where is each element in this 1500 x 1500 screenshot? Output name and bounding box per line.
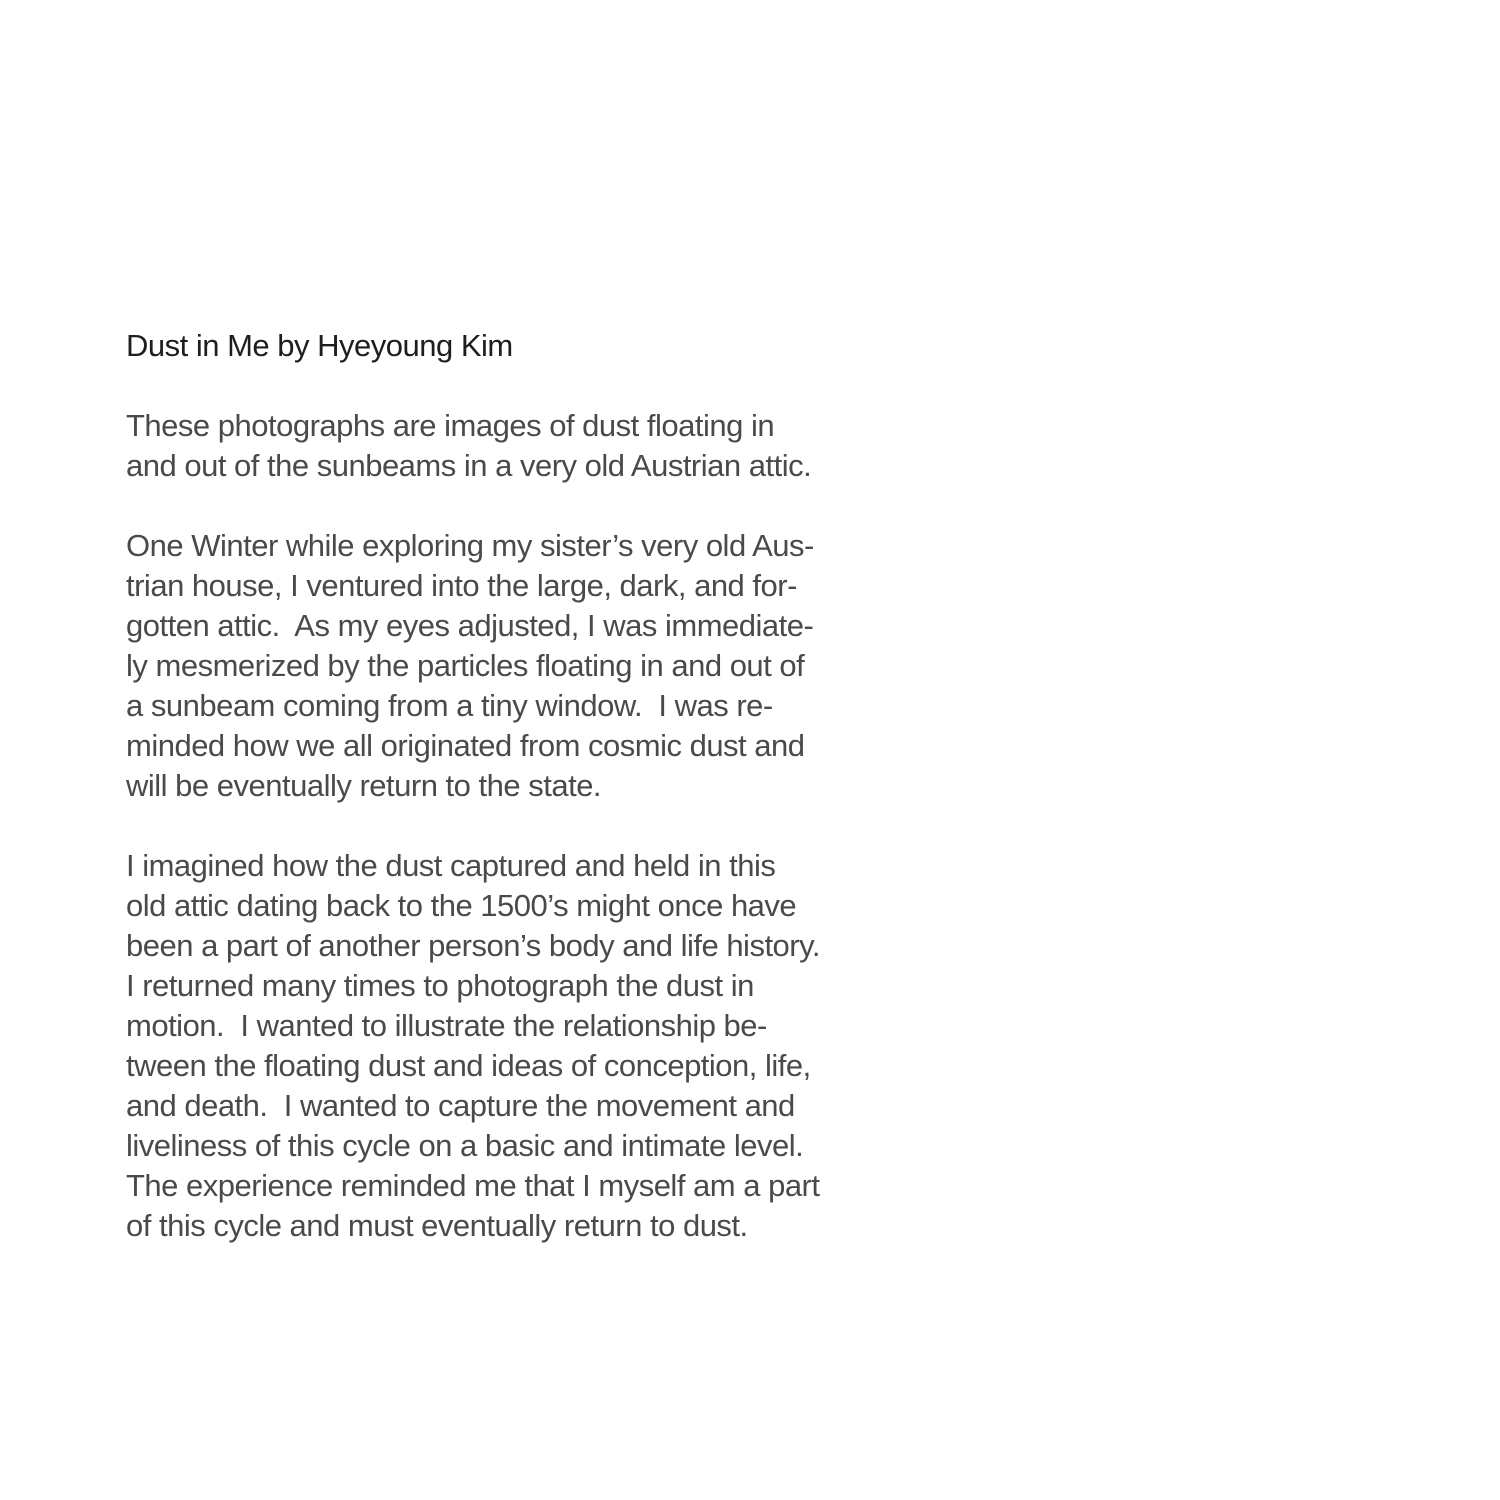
paragraph-line: of this cycle and must eventually return to dust. bbox=[126, 1208, 748, 1243]
document-title: Dust in Me by Hyeyoung Kim bbox=[126, 328, 513, 363]
paragraph-line: One Winter while exploring my sister’s very old Aus- bbox=[126, 528, 814, 563]
text-block bbox=[126, 326, 926, 1246]
paragraph-line: liveliness of this cycle on a basic and intimate level. bbox=[126, 1128, 804, 1163]
paragraph-line: tween the floating dust and ideas of conception, life, bbox=[126, 1048, 811, 1083]
paragraph-line: These photographs are images of dust floating in bbox=[126, 408, 775, 443]
paragraph-line: and out of the sunbeams in a very old Austrian attic. bbox=[126, 448, 812, 483]
paragraph-line: I imagined how the dust captured and held in this bbox=[126, 848, 776, 883]
paragraph-line: and death. I wanted to capture the movement and bbox=[126, 1088, 795, 1123]
paragraph-story bbox=[126, 526, 926, 806]
paragraph-line: minded how we all originated from cosmic dust and bbox=[126, 728, 805, 763]
paragraph-line: ly mesmerized by the particles floating in and out of bbox=[126, 648, 805, 683]
paragraph-line: I returned many times to photograph the dust in bbox=[126, 968, 754, 1003]
paragraph-line: gotten attic. As my eyes adjusted, I was immediate- bbox=[126, 608, 814, 643]
paragraph-line: been a part of another person’s body and life history. bbox=[126, 928, 820, 963]
paragraph-line: will be eventually return to the state. bbox=[126, 768, 602, 803]
paragraph-line: motion. I wanted to illustrate the relationship be- bbox=[126, 1008, 767, 1043]
paragraph-intro bbox=[126, 406, 926, 486]
paragraph-line: a sunbeam coming from a tiny window. I was re- bbox=[126, 688, 773, 723]
paragraph-line: trian house, I ventured into the large, dark, and for- bbox=[126, 568, 797, 603]
paragraph-line: The experience reminded me that I myself am a part bbox=[126, 1168, 820, 1203]
paragraph-reflection bbox=[126, 846, 926, 1246]
paragraph-line: old attic dating back to the 1500’s might once have bbox=[126, 888, 797, 923]
